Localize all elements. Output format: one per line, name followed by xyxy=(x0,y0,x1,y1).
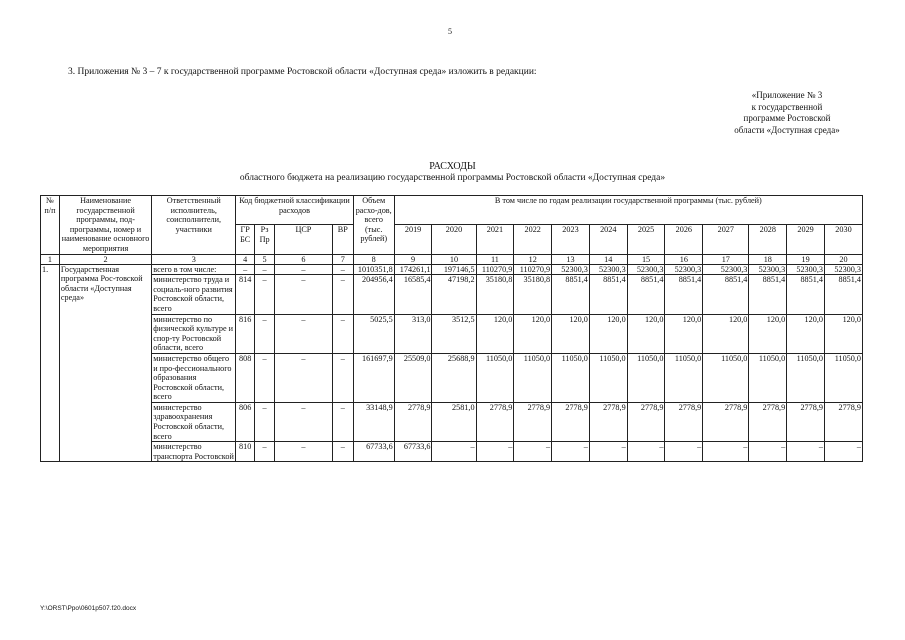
total-cell: 204956,4 xyxy=(353,275,394,314)
header-year: 2026 xyxy=(665,225,703,254)
year-value-cell: 2778,9 xyxy=(589,402,627,441)
year-value-cell: 11050,0 xyxy=(552,353,590,402)
header-year: 2025 xyxy=(627,225,665,254)
year-value-cell: – xyxy=(432,442,476,462)
table-row xyxy=(41,353,863,402)
grbs-cell: 810 xyxy=(236,442,255,462)
year-value-cell: 11050,0 xyxy=(589,353,627,402)
year-value-cell: 11050,0 xyxy=(749,353,787,402)
year-value-cell: 2778,9 xyxy=(394,402,432,441)
year-value-cell: 25509,0 xyxy=(394,353,432,402)
header-year: 2019 xyxy=(394,225,432,254)
year-value-cell: 2778,9 xyxy=(665,402,703,441)
year-value-cell: 8851,4 xyxy=(703,275,749,314)
rzpr-cell: – xyxy=(255,442,275,462)
rzpr-cell: – xyxy=(255,264,275,275)
table-row xyxy=(41,402,863,441)
year-value-cell: 120,0 xyxy=(589,314,627,353)
expenses-table xyxy=(40,195,863,462)
file-path-footer: Y:\ORST\Ppo\0601p507.f20.docx xyxy=(40,605,137,612)
header-csr: ЦСР xyxy=(275,225,333,254)
year-value-cell: 2778,9 xyxy=(552,402,590,441)
header-year: 2029 xyxy=(787,225,825,254)
year-value-cell: 8851,4 xyxy=(749,275,787,314)
header-year: 2020 xyxy=(432,225,476,254)
header-num: № п/п xyxy=(41,196,60,255)
column-number: 11 xyxy=(476,254,514,264)
column-number: 2 xyxy=(59,254,151,264)
rzpr-cell: – xyxy=(255,402,275,441)
year-value-cell: 174261,1 xyxy=(394,264,432,275)
year-value-cell: 25688,9 xyxy=(432,353,476,402)
csr-cell: – xyxy=(275,275,333,314)
year-value-cell: 313,0 xyxy=(394,314,432,353)
grbs-cell: 806 xyxy=(236,402,255,441)
year-value-cell: 2581,0 xyxy=(432,402,476,441)
column-number: 6 xyxy=(275,254,333,264)
year-value-cell: 120,0 xyxy=(703,314,749,353)
year-value-cell: – xyxy=(665,442,703,462)
vr-cell: – xyxy=(332,402,353,441)
year-value-cell: 2778,9 xyxy=(824,402,862,441)
header-executor: Ответственный исполнитель, соисполнители, участники xyxy=(152,196,236,255)
appendix-line: программе Ростовской xyxy=(743,113,831,123)
year-value-cell: 52300,3 xyxy=(665,264,703,275)
year-value-cell: 120,0 xyxy=(514,314,552,353)
year-value-cell: 52300,3 xyxy=(703,264,749,275)
header-year: 2028 xyxy=(749,225,787,254)
executor-cell: министерство транспорта Ростовской xyxy=(153,442,234,461)
year-value-cell: 67733,6 xyxy=(394,442,432,462)
year-value-cell: 197146,5 xyxy=(432,264,476,275)
year-value-cell: 11050,0 xyxy=(514,353,552,402)
column-number: 18 xyxy=(749,254,787,264)
column-number: 3 xyxy=(152,254,236,264)
year-value-cell: 35180,8 xyxy=(476,275,514,314)
csr-cell: – xyxy=(275,314,333,353)
csr-cell: – xyxy=(275,353,333,402)
csr-cell: – xyxy=(275,264,333,275)
year-value-cell: 120,0 xyxy=(824,314,862,353)
year-value-cell: – xyxy=(787,442,825,462)
appendix-heading xyxy=(712,90,862,136)
header-volume: Объем расхо-дов, всего (тыс. рублей) xyxy=(353,196,394,255)
column-number: 20 xyxy=(824,254,862,264)
rzpr-cell: – xyxy=(255,275,275,314)
csr-cell: – xyxy=(275,402,333,441)
header-year: 2021 xyxy=(476,225,514,254)
column-number: 14 xyxy=(589,254,627,264)
executor-cell: министерство здравоохранения Ростовской области, всего xyxy=(152,402,236,441)
year-value-cell: 52300,3 xyxy=(589,264,627,275)
table-row xyxy=(41,442,863,462)
table-row xyxy=(41,275,863,314)
rzpr-cell: – xyxy=(255,353,275,402)
column-number: 10 xyxy=(432,254,476,264)
year-value-cell: – xyxy=(749,442,787,462)
header-year: 2023 xyxy=(552,225,590,254)
year-value-cell: 52300,3 xyxy=(749,264,787,275)
year-value-cell: 8851,4 xyxy=(552,275,590,314)
vr-cell: – xyxy=(332,353,353,402)
header-year: 2024 xyxy=(589,225,627,254)
vr-cell: – xyxy=(332,275,353,314)
column-number: 13 xyxy=(552,254,590,264)
year-value-cell: – xyxy=(703,442,749,462)
column-number: 8 xyxy=(353,254,394,264)
year-value-cell: 2778,9 xyxy=(787,402,825,441)
vr-cell: – xyxy=(332,264,353,275)
executor-cell: министерство по физической культуре и спор-ту Ростовской области, всего xyxy=(152,314,236,353)
year-value-cell: 2778,9 xyxy=(514,402,552,441)
year-value-cell: – xyxy=(589,442,627,462)
program-number: 1. xyxy=(41,264,60,462)
year-value-cell: 120,0 xyxy=(787,314,825,353)
year-value-cell: 3512,5 xyxy=(432,314,476,353)
year-value-cell: 11050,0 xyxy=(665,353,703,402)
year-value-cell: – xyxy=(824,442,862,462)
year-value-cell: 11050,0 xyxy=(787,353,825,402)
year-value-cell: 2778,9 xyxy=(627,402,665,441)
column-number: 4 xyxy=(236,254,255,264)
year-value-cell: 2778,9 xyxy=(476,402,514,441)
executor-cell: министерство общего и про-фессионального образования Ростовской области, всего xyxy=(152,353,236,402)
year-value-cell: 11050,0 xyxy=(627,353,665,402)
grbs-cell: 808 xyxy=(236,353,255,402)
executor-cell: всего в том числе: xyxy=(152,264,236,275)
header-code-group: Код бюджетной классификации расходов xyxy=(236,196,354,225)
year-value-cell: – xyxy=(552,442,590,462)
year-value-cell: 120,0 xyxy=(552,314,590,353)
year-value-cell: 8851,4 xyxy=(824,275,862,314)
grbs-cell: 816 xyxy=(236,314,255,353)
year-value-cell: 120,0 xyxy=(627,314,665,353)
grbs-cell: – xyxy=(236,264,255,275)
table-body xyxy=(41,264,863,462)
header-year: 2027 xyxy=(703,225,749,254)
year-value-cell: 110270,9 xyxy=(514,264,552,275)
column-number: 17 xyxy=(703,254,749,264)
year-value-cell: 47198,2 xyxy=(432,275,476,314)
total-cell: 5025,5 xyxy=(353,314,394,353)
year-value-cell: 8851,4 xyxy=(665,275,703,314)
column-number: 5 xyxy=(255,254,275,264)
year-value-cell: 11050,0 xyxy=(703,353,749,402)
year-value-cell: 8851,4 xyxy=(627,275,665,314)
vr-cell: – xyxy=(332,314,353,353)
total-cell: 33148,9 xyxy=(353,402,394,441)
appendix-line: к государственной xyxy=(751,101,823,112)
intro-paragraph: 3. Приложения № 3 – 7 к государственной программе Ростовской области «Доступная среда» изложить в редакции: xyxy=(68,67,537,77)
table-title: РАСХОДЫ xyxy=(429,161,476,172)
year-value-cell: 11050,0 xyxy=(824,353,862,402)
csr-cell: – xyxy=(275,442,333,462)
year-value-cell: 52300,3 xyxy=(824,264,862,275)
column-number: 19 xyxy=(787,254,825,264)
column-number: 12 xyxy=(514,254,552,264)
year-value-cell: – xyxy=(514,442,552,462)
total-cell: 161697,9 xyxy=(353,353,394,402)
column-number: 16 xyxy=(665,254,703,264)
column-number: 9 xyxy=(394,254,432,264)
table-row xyxy=(41,264,863,275)
year-value-cell: – xyxy=(627,442,665,462)
appendix-line: «Приложение № 3 xyxy=(751,90,823,100)
year-value-cell: 35180,8 xyxy=(514,275,552,314)
year-value-cell: 110270,9 xyxy=(476,264,514,275)
header-rzpr: Рз Пр xyxy=(255,225,275,254)
header-vr: ВР xyxy=(332,225,353,254)
column-number: 7 xyxy=(332,254,353,264)
rzpr-cell: – xyxy=(255,314,275,353)
vr-cell: – xyxy=(332,442,353,462)
year-value-cell: 2778,9 xyxy=(749,402,787,441)
year-value-cell: 8851,4 xyxy=(787,275,825,314)
header-year: 2030 xyxy=(824,225,862,254)
header-name: Наименование государственной программы, под-программы, номер и наименование основного мероприятия xyxy=(59,196,151,255)
appendix-line: области «Доступная среда» xyxy=(734,124,840,135)
year-value-cell: 52300,3 xyxy=(787,264,825,275)
year-value-cell: 52300,3 xyxy=(552,264,590,275)
year-value-cell: – xyxy=(476,442,514,462)
executor-cell: министерство труда и социаль-ного развития Ростовской области, всего xyxy=(152,275,236,314)
year-value-cell: 2778,9 xyxy=(703,402,749,441)
year-value-cell: 52300,3 xyxy=(627,264,665,275)
grbs-cell: 814 xyxy=(236,275,255,314)
year-value-cell: 8851,4 xyxy=(589,275,627,314)
total-cell: 1010351,8 xyxy=(353,264,394,275)
year-value-cell: 120,0 xyxy=(749,314,787,353)
table-row xyxy=(41,314,863,353)
header-years-group: В том числе по годам реализации государственной программы (тыс. рублей) xyxy=(394,196,862,225)
column-number: 15 xyxy=(627,254,665,264)
year-value-cell: 120,0 xyxy=(665,314,703,353)
header-year: 2022 xyxy=(514,225,552,254)
table-subtitle: областного бюджета на реализацию государственной программы Ростовской области «Доступная среда» xyxy=(239,173,666,183)
column-number-row xyxy=(41,254,863,264)
year-value-cell: 11050,0 xyxy=(476,353,514,402)
header-grbs: ГР БС xyxy=(236,225,255,254)
year-value-cell: 120,0 xyxy=(476,314,514,353)
page-number: 5 xyxy=(448,27,452,36)
column-number: 1 xyxy=(41,254,60,264)
total-cell: 67733,6 xyxy=(353,442,394,462)
year-value-cell: 16585,4 xyxy=(394,275,432,314)
program-name: Государственная программа Рос-товской области «Доступная среда» xyxy=(59,264,151,462)
